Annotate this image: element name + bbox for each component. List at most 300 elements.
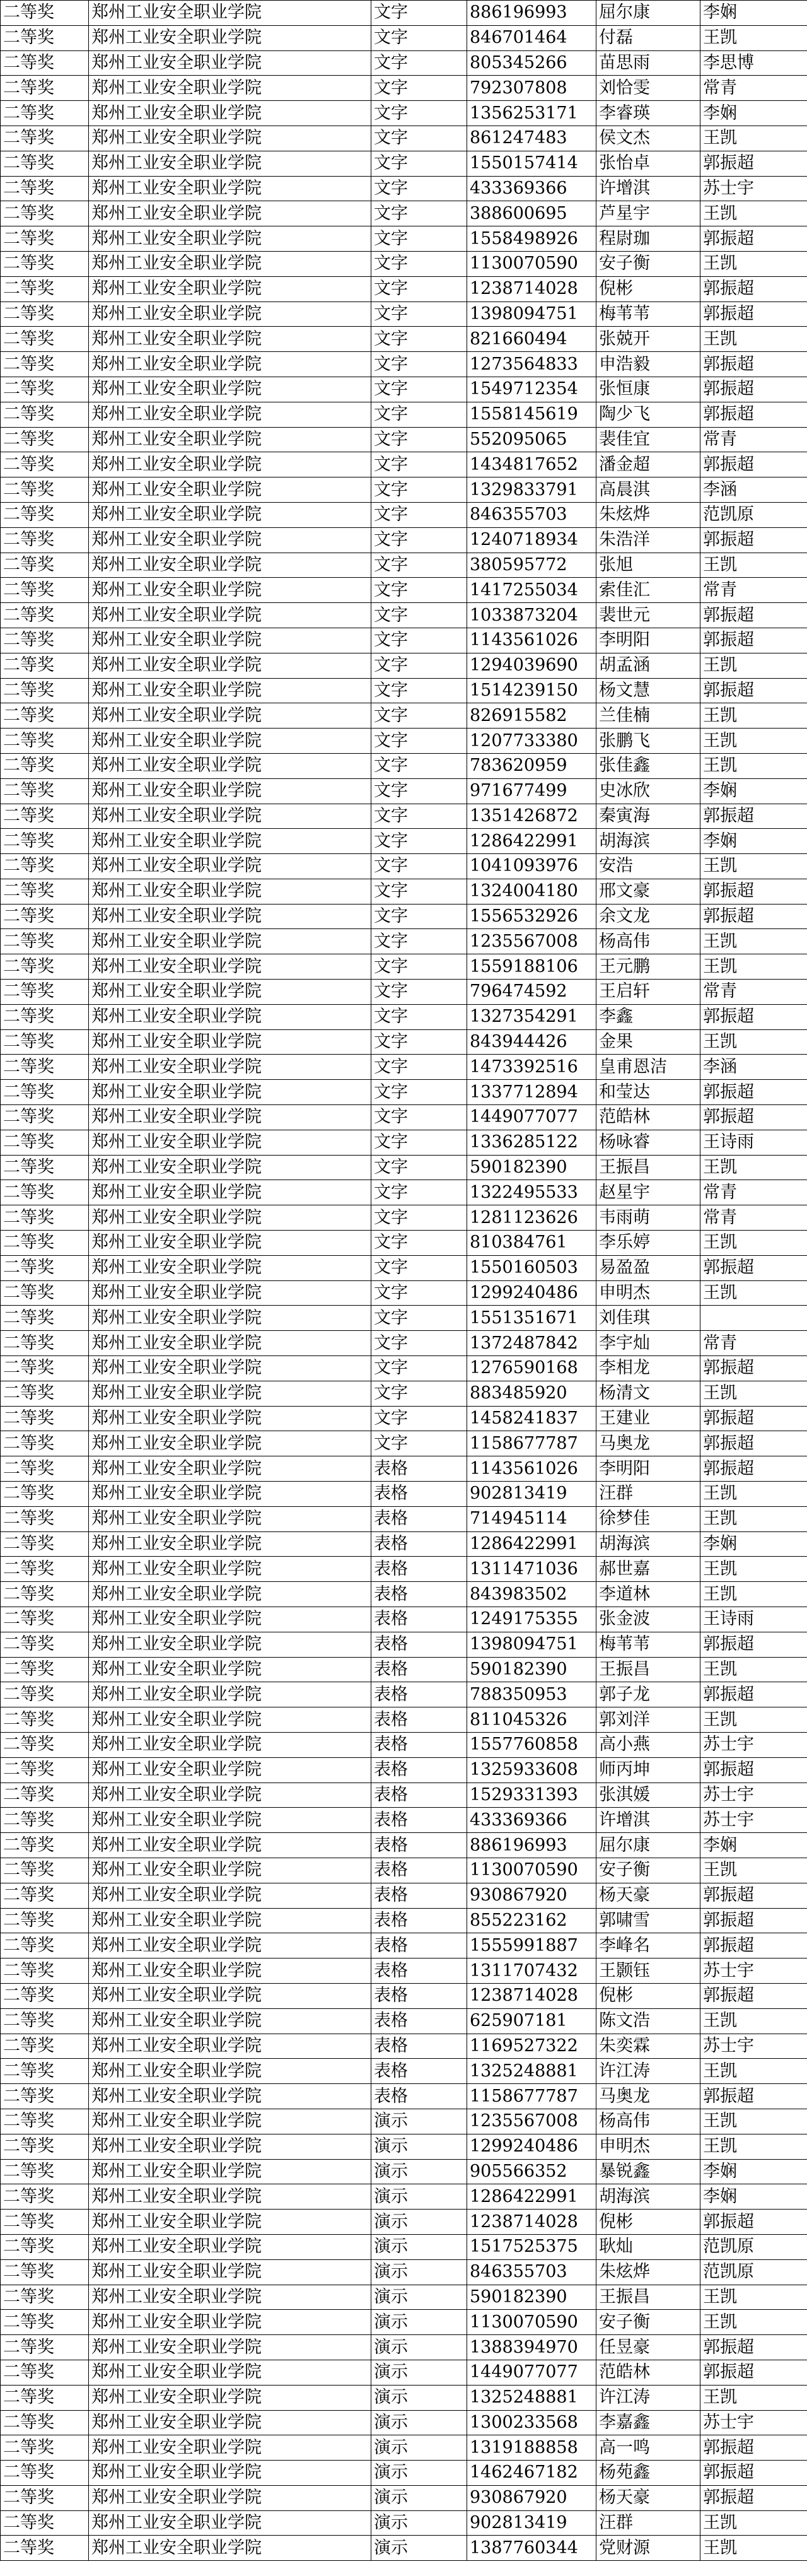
- cell-id: 1551351671: [467, 1306, 596, 1331]
- cell-student: 任昱豪: [596, 2335, 700, 2360]
- cell-award: 二等奖: [1, 1482, 89, 1507]
- cell-award: 二等奖: [1, 477, 89, 503]
- cell-category: 演示: [371, 2109, 467, 2134]
- cell-category: 文字: [371, 276, 467, 302]
- cell-id: 1337712894: [467, 1080, 596, 1105]
- cell-category: 文字: [371, 729, 467, 754]
- table-row: [1, 2485, 807, 2510]
- cell-teacher: 王凯: [700, 1707, 807, 1733]
- cell-award: 二等奖: [1, 2385, 89, 2410]
- cell-category: 文字: [371, 352, 467, 377]
- cell-teacher: 郭振超: [700, 2210, 807, 2235]
- table-row: [1, 603, 807, 628]
- cell-teacher: 王凯: [700, 1506, 807, 1531]
- table-row: [1, 1958, 807, 1984]
- table-row: [1, 201, 807, 226]
- cell-school: 郑州工业安全职业学院: [89, 2259, 371, 2285]
- cell-school: 郑州工业安全职业学院: [89, 804, 371, 829]
- cell-school: 郑州工业安全职业学院: [89, 1180, 371, 1205]
- cell-school: 郑州工业安全职业学院: [89, 1280, 371, 1306]
- cell-award: 二等奖: [1, 1456, 89, 1482]
- cell-school: 郑州工业安全职业学院: [89, 678, 371, 703]
- cell-category: 文字: [371, 126, 467, 151]
- cell-student: 安子衡: [596, 1858, 700, 1883]
- table-row: [1, 1406, 807, 1431]
- cell-award: 二等奖: [1, 1356, 89, 1381]
- cell-award: 二等奖: [1, 2435, 89, 2461]
- table-row: [1, 1657, 807, 1682]
- cell-student: 陈文浩: [596, 2008, 700, 2034]
- cell-teacher: 李思博: [700, 50, 807, 76]
- cell-student: 李鑫: [596, 1004, 700, 1029]
- table-row: [1, 1582, 807, 1607]
- cell-award: 二等奖: [1, 1732, 89, 1757]
- cell-category: 文字: [371, 1, 467, 26]
- cell-student: 张怡卓: [596, 151, 700, 176]
- cell-category: 文字: [371, 101, 467, 126]
- cell-student: 郭啸雪: [596, 1908, 700, 1933]
- cell-award: 二等奖: [1, 1858, 89, 1883]
- cell-id: 861247483: [467, 126, 596, 151]
- cell-teacher: 常青: [700, 76, 807, 101]
- cell-id: 1325933608: [467, 1757, 596, 1783]
- cell-award: 二等奖: [1, 2234, 89, 2259]
- table-row: [1, 2109, 807, 2134]
- cell-student: 杨清文: [596, 1381, 700, 1406]
- cell-student: 杨高伟: [596, 929, 700, 954]
- cell-id: 883485920: [467, 1381, 596, 1406]
- table-row: [1, 527, 807, 553]
- cell-teacher: 王凯: [700, 753, 807, 778]
- cell-student: 胡海滨: [596, 829, 700, 854]
- table-row: [1, 1858, 807, 1883]
- cell-id: 1398094751: [467, 1632, 596, 1657]
- cell-teacher: 王凯: [700, 703, 807, 729]
- cell-teacher: 苏士宇: [700, 1732, 807, 1757]
- cell-school: 郑州工业安全职业学院: [89, 226, 371, 252]
- cell-teacher: 郭振超: [700, 1406, 807, 1431]
- cell-id: 1311471036: [467, 1557, 596, 1582]
- cell-teacher: 郭振超: [700, 1456, 807, 1482]
- cell-category: 文字: [371, 678, 467, 703]
- cell-student: 杨高伟: [596, 2109, 700, 2134]
- cell-award: 二等奖: [1, 1933, 89, 1958]
- cell-award: 二等奖: [1, 2184, 89, 2210]
- cell-teacher: 常青: [700, 980, 807, 1005]
- cell-teacher: 范凯原: [700, 2259, 807, 2285]
- cell-school: 郑州工业安全职业学院: [89, 1130, 371, 1155]
- cell-teacher: 郭振超: [700, 1757, 807, 1783]
- cell-category: 表格: [371, 2034, 467, 2059]
- cell-school: 郑州工业安全职业学院: [89, 1055, 371, 1080]
- cell-id: 625907181: [467, 2008, 596, 2034]
- cell-school: 郑州工业安全职业学院: [89, 854, 371, 879]
- cell-award: 二等奖: [1, 327, 89, 352]
- cell-category: 表格: [371, 1808, 467, 1833]
- table-row: [1, 427, 807, 452]
- cell-school: 郑州工业安全职业学院: [89, 1306, 371, 1331]
- table-row: [1, 578, 807, 603]
- cell-teacher: 王凯: [700, 1231, 807, 1256]
- cell-id: 433369366: [467, 1808, 596, 1833]
- cell-award: 二等奖: [1, 1205, 89, 1231]
- cell-student: 王元鹏: [596, 954, 700, 980]
- cell-school: 郑州工业安全职业学院: [89, 1381, 371, 1406]
- cell-school: 郑州工业安全职业学院: [89, 50, 371, 76]
- cell-category: 表格: [371, 1482, 467, 1507]
- cell-school: 郑州工业安全职业学院: [89, 151, 371, 176]
- table-row: [1, 1531, 807, 1557]
- cell-category: 文字: [371, 1231, 467, 1256]
- table-row: [1, 1255, 807, 1280]
- cell-award: 二等奖: [1, 954, 89, 980]
- cell-school: 郑州工业安全职业学院: [89, 2385, 371, 2410]
- cell-category: 表格: [371, 1506, 467, 1531]
- cell-award: 二等奖: [1, 929, 89, 954]
- cell-school: 郑州工业安全职业学院: [89, 126, 371, 151]
- cell-award: 二等奖: [1, 1757, 89, 1783]
- cell-teacher: 常青: [700, 1205, 807, 1231]
- cell-student: 赵星宇: [596, 1180, 700, 1205]
- cell-award: 二等奖: [1, 1607, 89, 1632]
- cell-student: 朱奕霖: [596, 2034, 700, 2059]
- cell-student: 李乐婷: [596, 1231, 700, 1256]
- cell-id: 1329833791: [467, 477, 596, 503]
- cell-student: 刘佳琪: [596, 1306, 700, 1331]
- cell-student: 暴锐鑫: [596, 2159, 700, 2184]
- table-row: [1, 2008, 807, 2034]
- table-row: [1, 352, 807, 377]
- cell-teacher: 郭振超: [700, 2084, 807, 2109]
- cell-category: 文字: [371, 603, 467, 628]
- cell-category: 文字: [371, 1306, 467, 1331]
- cell-category: 文字: [371, 1105, 467, 1130]
- cell-award: 二等奖: [1, 653, 89, 678]
- cell-category: 文字: [371, 1280, 467, 1306]
- cell-award: 二等奖: [1, 126, 89, 151]
- table-row: [1, 2285, 807, 2310]
- cell-category: 文字: [371, 226, 467, 252]
- cell-category: 文字: [371, 302, 467, 327]
- cell-teacher: 李涵: [700, 1055, 807, 1080]
- cell-award: 二等奖: [1, 1105, 89, 1130]
- cell-category: 文字: [371, 1255, 467, 1280]
- cell-school: 郑州工业安全职业学院: [89, 603, 371, 628]
- cell-award: 二等奖: [1, 402, 89, 427]
- cell-id: 1130070590: [467, 251, 596, 276]
- cell-school: 郑州工业安全职业学院: [89, 1356, 371, 1381]
- cell-school: 郑州工业安全职业学院: [89, 1783, 371, 1808]
- cell-teacher: 王凯: [700, 126, 807, 151]
- cell-teacher: 郭振超: [700, 1632, 807, 1657]
- cell-id: 1169527322: [467, 2034, 596, 2059]
- cell-school: 郑州工业安全职业学院: [89, 2360, 371, 2385]
- cell-id: 1249175355: [467, 1607, 596, 1632]
- cell-category: 文字: [371, 76, 467, 101]
- cell-award: 二等奖: [1, 276, 89, 302]
- cell-category: 文字: [371, 402, 467, 427]
- table-row: [1, 327, 807, 352]
- cell-teacher: 常青: [700, 1331, 807, 1356]
- cell-category: 文字: [371, 176, 467, 201]
- cell-category: 文字: [371, 1381, 467, 1406]
- cell-id: 1143561026: [467, 1456, 596, 1482]
- cell-student: 王振昌: [596, 1155, 700, 1180]
- cell-student: 苗思雨: [596, 50, 700, 76]
- cell-student: 许江涛: [596, 2385, 700, 2410]
- cell-category: 文字: [371, 854, 467, 879]
- cell-teacher: 郭振超: [700, 276, 807, 302]
- table-row: [1, 879, 807, 904]
- cell-award: 二等奖: [1, 1682, 89, 1707]
- cell-teacher: 王凯: [700, 2536, 807, 2561]
- cell-category: 文字: [371, 1331, 467, 1356]
- cell-student: 侯文杰: [596, 126, 700, 151]
- cell-id: 855223162: [467, 1908, 596, 1933]
- cell-teacher: 郭振超: [700, 678, 807, 703]
- cell-id: 792307808: [467, 76, 596, 101]
- cell-student: 邢文豪: [596, 879, 700, 904]
- cell-category: 文字: [371, 251, 467, 276]
- cell-category: 表格: [371, 1582, 467, 1607]
- table-row: [1, 653, 807, 678]
- cell-id: 714945114: [467, 1506, 596, 1531]
- cell-id: 1240718934: [467, 527, 596, 553]
- cell-award: 二等奖: [1, 2008, 89, 2034]
- cell-school: 郑州工业安全职业学院: [89, 1808, 371, 1833]
- cell-award: 二等奖: [1, 1531, 89, 1557]
- cell-school: 郑州工业安全职业学院: [89, 1105, 371, 1130]
- cell-category: 文字: [371, 829, 467, 854]
- cell-id: 1299240486: [467, 2134, 596, 2159]
- cell-student: 李峰名: [596, 1933, 700, 1958]
- table-row: [1, 1833, 807, 1858]
- cell-id: 1356253171: [467, 101, 596, 126]
- cell-student: 余文龙: [596, 904, 700, 929]
- table-row: [1, 678, 807, 703]
- cell-id: 1458241837: [467, 1406, 596, 1431]
- table-row: [1, 1180, 807, 1205]
- table-row: [1, 2410, 807, 2435]
- cell-award: 二等奖: [1, 1029, 89, 1055]
- cell-award: 二等奖: [1, 1331, 89, 1356]
- cell-id: 805345266: [467, 50, 596, 76]
- cell-school: 郑州工业安全职业学院: [89, 201, 371, 226]
- cell-student: 皇甫恩洁: [596, 1055, 700, 1080]
- cell-school: 郑州工业安全职业学院: [89, 1632, 371, 1657]
- cell-teacher: 郭振超: [700, 603, 807, 628]
- cell-id: 1207733380: [467, 729, 596, 754]
- cell-school: 郑州工业安全职业学院: [89, 2310, 371, 2335]
- table-row: [1, 1130, 807, 1155]
- table-row: [1, 2234, 807, 2259]
- cell-id: 1325248881: [467, 2385, 596, 2410]
- cell-student: 朱炫烨: [596, 502, 700, 527]
- cell-student: 许增淇: [596, 176, 700, 201]
- cell-teacher: [700, 1306, 807, 1331]
- table-row: [1, 2510, 807, 2536]
- cell-category: 文字: [371, 477, 467, 503]
- table-row: [1, 1732, 807, 1757]
- cell-teacher: 李娴: [700, 778, 807, 804]
- table-row: [1, 1055, 807, 1080]
- cell-id: 1238714028: [467, 1983, 596, 2008]
- cell-award: 二等奖: [1, 377, 89, 402]
- cell-school: 郑州工业安全职业学院: [89, 377, 371, 402]
- cell-teacher: 郭振超: [700, 879, 807, 904]
- cell-award: 二等奖: [1, 2159, 89, 2184]
- cell-student: 屈尔康: [596, 1833, 700, 1858]
- cell-award: 二等奖: [1, 1908, 89, 1933]
- cell-school: 郑州工业安全职业学院: [89, 1582, 371, 1607]
- cell-student: 王振昌: [596, 2285, 700, 2310]
- cell-award: 二等奖: [1, 25, 89, 50]
- cell-id: 1517525375: [467, 2234, 596, 2259]
- cell-award: 二等奖: [1, 1280, 89, 1306]
- cell-category: 演示: [371, 2234, 467, 2259]
- cell-teacher: 郭振超: [700, 904, 807, 929]
- cell-student: 张恒康: [596, 377, 700, 402]
- cell-school: 郑州工业安全职业学院: [89, 2461, 371, 2486]
- cell-teacher: 李娴: [700, 2184, 807, 2210]
- cell-school: 郑州工业安全职业学院: [89, 879, 371, 904]
- cell-teacher: 王凯: [700, 25, 807, 50]
- cell-teacher: 王凯: [700, 854, 807, 879]
- cell-school: 郑州工业安全职业学院: [89, 1456, 371, 1482]
- cell-student: 郝世嘉: [596, 1557, 700, 1582]
- cell-student: 朱炫烨: [596, 2259, 700, 2285]
- cell-id: 1555991887: [467, 1933, 596, 1958]
- cell-teacher: 郭振超: [700, 302, 807, 327]
- cell-student: 梅苇苇: [596, 1632, 700, 1657]
- cell-student: 和莹达: [596, 1080, 700, 1105]
- cell-teacher: 王凯: [700, 2285, 807, 2310]
- cell-school: 郑州工业安全职业学院: [89, 1983, 371, 2008]
- cell-student: 马奥龙: [596, 2084, 700, 2109]
- cell-student: 胡海滨: [596, 2184, 700, 2210]
- cell-id: 1556532926: [467, 904, 596, 929]
- cell-id: 1235567008: [467, 929, 596, 954]
- cell-id: 552095065: [467, 427, 596, 452]
- cell-award: 二等奖: [1, 226, 89, 252]
- cell-school: 郑州工业安全职业学院: [89, 753, 371, 778]
- cell-award: 二等奖: [1, 1155, 89, 1180]
- cell-school: 郑州工业安全职业学院: [89, 1858, 371, 1883]
- cell-teacher: 王诗雨: [700, 1607, 807, 1632]
- cell-school: 郑州工业安全职业学院: [89, 452, 371, 477]
- cell-teacher: 李娴: [700, 1833, 807, 1858]
- table-row: [1, 2435, 807, 2461]
- table-row: [1, 1155, 807, 1180]
- cell-award: 二等奖: [1, 879, 89, 904]
- cell-award: 二等奖: [1, 1231, 89, 1256]
- cell-award: 二等奖: [1, 904, 89, 929]
- cell-school: 郑州工业安全职业学院: [89, 1431, 371, 1456]
- cell-school: 郑州工业安全职业学院: [89, 1080, 371, 1105]
- cell-teacher: 王凯: [700, 653, 807, 678]
- cell-school: 郑州工业安全职业学院: [89, 2034, 371, 2059]
- table-row: [1, 1356, 807, 1381]
- cell-teacher: 李娴: [700, 101, 807, 126]
- cell-school: 郑州工业安全职业学院: [89, 2234, 371, 2259]
- table-row: [1, 2059, 807, 2084]
- cell-student: 李睿瑛: [596, 101, 700, 126]
- cell-id: 1238714028: [467, 2210, 596, 2235]
- cell-id: 783620959: [467, 753, 596, 778]
- cell-category: 文字: [371, 954, 467, 980]
- cell-award: 二等奖: [1, 1, 89, 26]
- cell-category: 文字: [371, 201, 467, 226]
- cell-category: 文字: [371, 1205, 467, 1231]
- cell-school: 郑州工业安全职业学院: [89, 276, 371, 302]
- cell-award: 二等奖: [1, 176, 89, 201]
- table-row: [1, 1783, 807, 1808]
- table-row: [1, 1, 807, 26]
- cell-category: 文字: [371, 1155, 467, 1180]
- cell-school: 郑州工业安全职业学院: [89, 1255, 371, 1280]
- cell-teacher: 郭振超: [700, 402, 807, 427]
- cell-award: 二等奖: [1, 1557, 89, 1582]
- cell-student: 李相龙: [596, 1356, 700, 1381]
- cell-id: 1286422991: [467, 829, 596, 854]
- cell-category: 演示: [371, 2134, 467, 2159]
- cell-school: 郑州工业安全职业学院: [89, 176, 371, 201]
- cell-student: 金果: [596, 1029, 700, 1055]
- cell-category: 表格: [371, 1908, 467, 1933]
- cell-school: 郑州工业安全职业学院: [89, 1205, 371, 1231]
- cell-category: 文字: [371, 377, 467, 402]
- cell-school: 郑州工业安全职业学院: [89, 1406, 371, 1431]
- cell-category: 表格: [371, 1732, 467, 1757]
- cell-school: 郑州工业安全职业学院: [89, 101, 371, 126]
- cell-category: 表格: [371, 1456, 467, 1482]
- table-row: [1, 553, 807, 578]
- cell-id: 1449077077: [467, 1105, 596, 1130]
- cell-id: 1276590168: [467, 1356, 596, 1381]
- cell-teacher: 王凯: [700, 2059, 807, 2084]
- table-row: [1, 76, 807, 101]
- cell-student: 郭刘洋: [596, 1707, 700, 1733]
- cell-category: 文字: [371, 553, 467, 578]
- cell-teacher: 王凯: [700, 553, 807, 578]
- table-row: [1, 2210, 807, 2235]
- cell-category: 文字: [371, 427, 467, 452]
- cell-award: 二等奖: [1, 603, 89, 628]
- cell-school: 郑州工业安全职业学院: [89, 527, 371, 553]
- cell-category: 演示: [371, 2485, 467, 2510]
- cell-id: 1273564833: [467, 352, 596, 377]
- cell-school: 郑州工业安全职业学院: [89, 2435, 371, 2461]
- cell-category: 文字: [371, 452, 467, 477]
- table-row: [1, 1231, 807, 1256]
- cell-teacher: 苏士宇: [700, 2410, 807, 2435]
- cell-category: 表格: [371, 1783, 467, 1808]
- cell-id: 843983502: [467, 1582, 596, 1607]
- cell-id: 1514239150: [467, 678, 596, 703]
- cell-category: 演示: [371, 2461, 467, 2486]
- cell-student: 张旭: [596, 553, 700, 578]
- cell-id: 1449077077: [467, 2360, 596, 2385]
- cell-id: 1041093976: [467, 854, 596, 879]
- cell-school: 郑州工业安全职业学院: [89, 1506, 371, 1531]
- cell-school: 郑州工业安全职业学院: [89, 1231, 371, 1256]
- table-row: [1, 251, 807, 276]
- cell-award: 二等奖: [1, 1306, 89, 1331]
- cell-id: 902813419: [467, 2510, 596, 2536]
- cell-category: 演示: [371, 2410, 467, 2435]
- cell-student: 李明阳: [596, 1456, 700, 1482]
- cell-student: 王振昌: [596, 1657, 700, 1682]
